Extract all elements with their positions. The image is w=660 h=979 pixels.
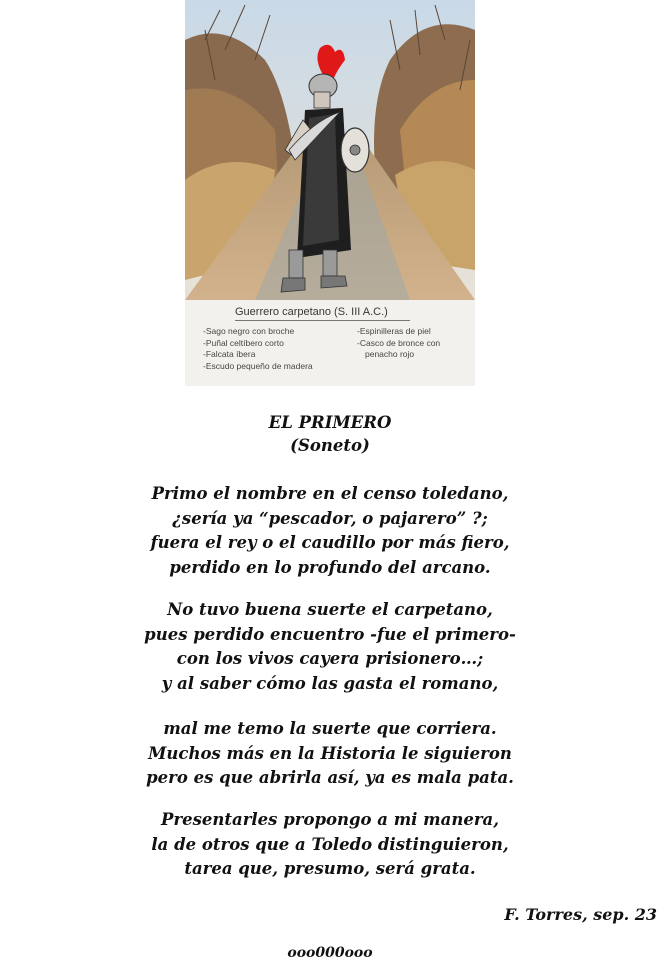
poem-line: Presentarles propongo a mi manera,	[161, 810, 499, 829]
poem-stanza-2	[0, 598, 660, 696]
poem-line: tarea que, presumo, será grata.	[184, 859, 476, 878]
caption-title: Guerrero carpetano (S. III A.C.)	[235, 306, 388, 318]
figure-caption	[185, 300, 475, 386]
caption-item: -Escudo pequeño de madera	[203, 360, 313, 371]
caption-item: -Falcata íbera	[203, 349, 256, 359]
poem-stanza-3	[0, 717, 660, 791]
poem-line: la de otros que a Toledo distinguieron,	[151, 834, 509, 854]
caption-item: -Puñal celtíbero corto	[203, 337, 284, 348]
poem-line: fuera el rey o el caudillo por más fiero,	[150, 533, 510, 552]
caption-item: -Espinilleras de piel	[357, 326, 431, 336]
caption-right-list	[357, 326, 469, 361]
poem-line: mal me temo la suerte que corriera.	[163, 719, 497, 738]
poem-line: Muchos más en la Historia le siguieron	[148, 743, 512, 763]
poem-line: perdido en lo profundo del arcano.	[169, 557, 491, 577]
warrior-figure	[185, 0, 475, 386]
poem-heading	[0, 411, 660, 457]
poem-line: y al saber cómo las gasta el romano,	[161, 673, 499, 693]
poem-title: EL PRIMERO	[268, 413, 392, 432]
poem-line: pero es que abrirla así, ya es mala pata.	[146, 768, 514, 787]
poem-line: pues perdido encuentro -fue el primero-	[144, 624, 516, 644]
poem-line: No tuvo buena suerte el carpetano,	[167, 600, 493, 619]
caption-item: penacho rojo	[365, 349, 415, 359]
poem-line: con los vivos cayera prisionero…;	[176, 649, 484, 668]
caption-item: -Sago negro con broche	[203, 326, 295, 336]
poem-stanza-4	[0, 808, 660, 882]
poem-line: ¿sería ya “pescador, o pajarero” ?;	[172, 508, 488, 528]
poem-stanza-1	[0, 482, 660, 580]
warrior-illustration	[185, 0, 475, 300]
caption-divider	[235, 320, 410, 321]
poem-line: Primo el nombre en el censo toledano,	[151, 484, 509, 503]
caption-item: -Casco de bronce con	[357, 337, 441, 348]
caption-left-list	[203, 326, 343, 372]
ending-ornament: ooo000ooo	[287, 945, 373, 961]
author-signature: F. Torres, sep. 23	[504, 905, 657, 924]
warrior-illustration-graphic	[185, 0, 475, 300]
poem-subtitle: (Soneto)	[290, 436, 370, 455]
